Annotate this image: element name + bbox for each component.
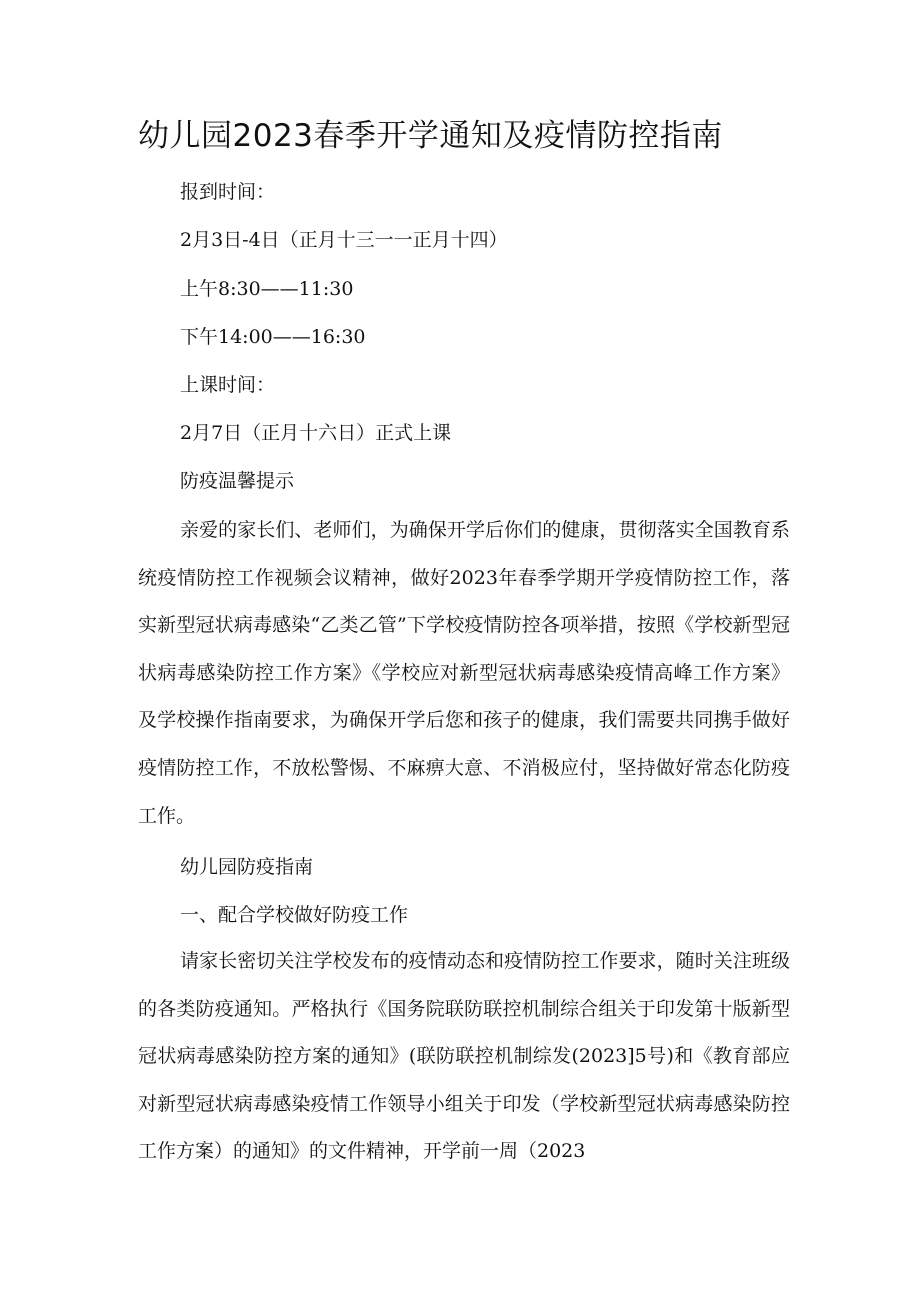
afternoon-hours: 下午14:00——16:30 [180,326,366,348]
subsection-heading: 一、配合学校做好防疫工作 [180,904,409,926]
morning-hours: 上午8:30——11:30 [180,278,354,300]
class-time-label: 上课时间： [180,374,276,396]
prevention-tips-heading: 防疫温馨提示 [180,470,295,492]
section-heading: 幼儿园防疫指南 [180,856,314,878]
registration-time-label: 报到时间： [180,181,276,203]
intro-paragraph: 亲爱的家长们、老师们，为确保开学后你们的健康，贯彻落实全国教育系统疫情防控工作视频会议精神，做好2023年春季学期开学疫情防控工作，落实新型冠状病毒感染“乙类乙管”下学校疫情防控各项举措，按照《学校新型冠状病毒感染防控工作方案》《学校应对新型冠状病毒感染疫情高峰工作方案》及学校操作指南要求，为确保开学后您和孩子的健康，我们需要共同携手做好疫情防控工作，不放松警惕、不麻痹大意、不消极应付，坚持做好常态化防疫工作。 [138,519,790,827]
guideline-paragraph: 请家长密切关注学校发布的疫情动态和疫情防控工作要求，随时关注班级的各类防疫通知。严格执行《国务院联防联控机制综合组关于印发第十版新型冠状病毒感染防控方案的通知》(联防联控机制综发(2023]5号)和《教育部应对新型冠状病毒感染疫情工作领导小组关于印发（学校新型冠状病毒感染防控工作方案）的通知》的文件精神，开学前一周（2023 [138,950,790,1163]
document-title: 幼儿园2023春季开学通知及疫情防控指南 [138,118,723,154]
class-start-date: 2月7日（正月十六日）正式上课 [180,422,452,444]
registration-dates: 2月3日-4日（正月十三一一正月十四） [180,229,508,251]
